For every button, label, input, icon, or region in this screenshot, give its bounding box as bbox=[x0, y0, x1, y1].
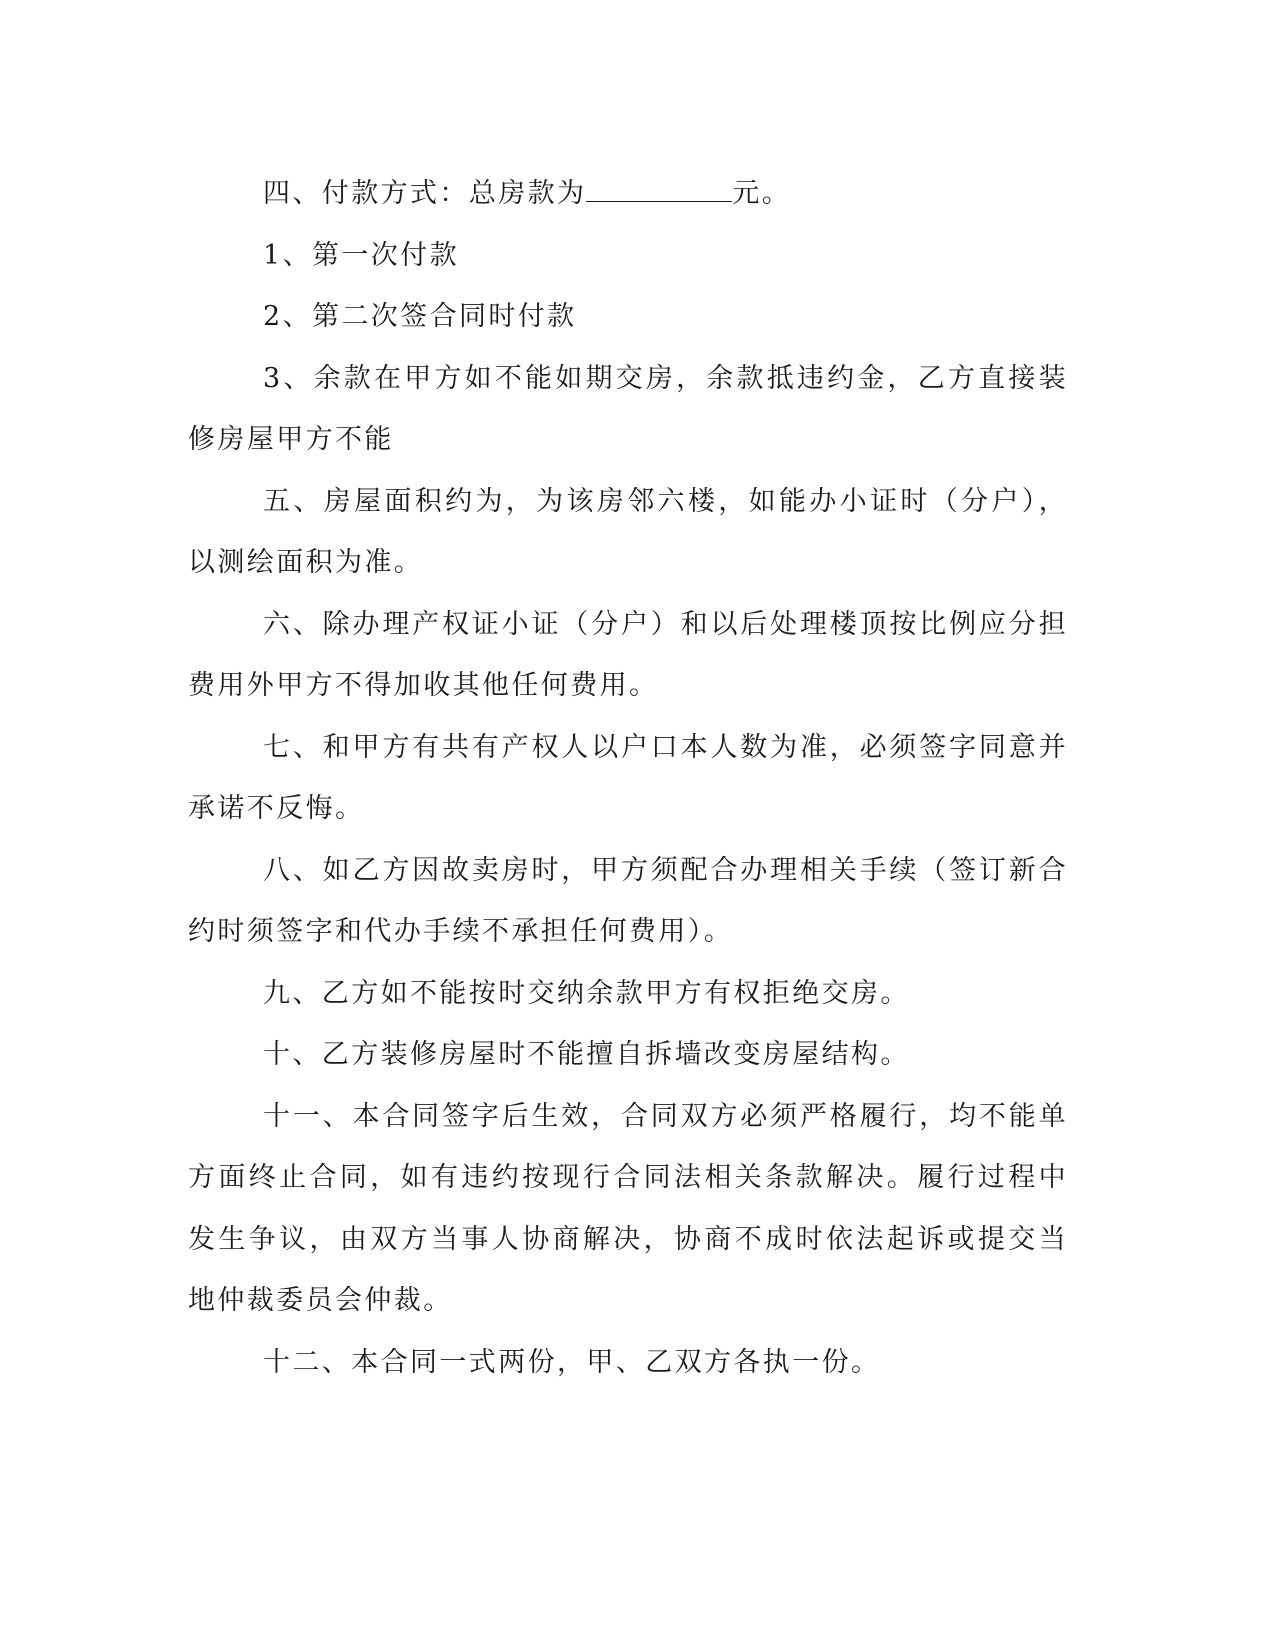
clause-9-balance: 九、乙方如不能按时交纳余款甲方有权拒绝交房。 bbox=[263, 977, 910, 1009]
clause-7-co-owners: 七、和甲方有共有产权人以户口本人数为准，必须签字同意并承诺不反悔。 bbox=[188, 731, 1068, 824]
clause-5-area: 五、房屋面积约为，为该房邻六楼，如能办小证时（分户），以测绘面积为准。 bbox=[188, 485, 1068, 578]
clause-8-resale: 八、如乙方因故卖房时，甲方须配合办理相关手续（签订新合约时须签字和代办手续不承担任何费用）。 bbox=[188, 854, 1068, 947]
clause-6-fees: 六、除办理产权证小证（分户）和以后处理楼顶按比例应分担费用外甲方不得加收其他任何费用。 bbox=[188, 608, 1068, 701]
payment-item-2: 2、第二次签合同时付款 bbox=[263, 301, 577, 332]
payment-item-3: 3、余款在甲方如不能如期交房，余款抵违约金，乙方直接装修房屋甲方不能 bbox=[188, 362, 1068, 455]
total-amount-blank bbox=[586, 173, 732, 202]
clause-10-renovation: 十、乙方装修房屋时不能擅自拆墙改变房屋结构。 bbox=[263, 1039, 910, 1070]
payment-clause-suffix: 元。 bbox=[732, 178, 792, 209]
payment-item-1: 1、第一次付款 bbox=[263, 239, 459, 271]
payment-clause bbox=[188, 163, 1068, 225]
clause-12-copies: 十二、本合同一式两份，甲、乙双方各执一份。 bbox=[263, 1346, 881, 1378]
clause-11-effect: 十一、本合同签字后生效，合同双方必须严格履行，均不能单方面终止合同，如有违约按现行合同法相关条款解决。履行过程中发生争议，由双方当事人协商解决，协商不成时依法起诉或提交当地仲裁委员会仲裁。 bbox=[188, 1100, 1068, 1316]
contract-body bbox=[188, 163, 1068, 1393]
payment-clause-prefix: 四、付款方式：总房款为 bbox=[263, 178, 587, 209]
